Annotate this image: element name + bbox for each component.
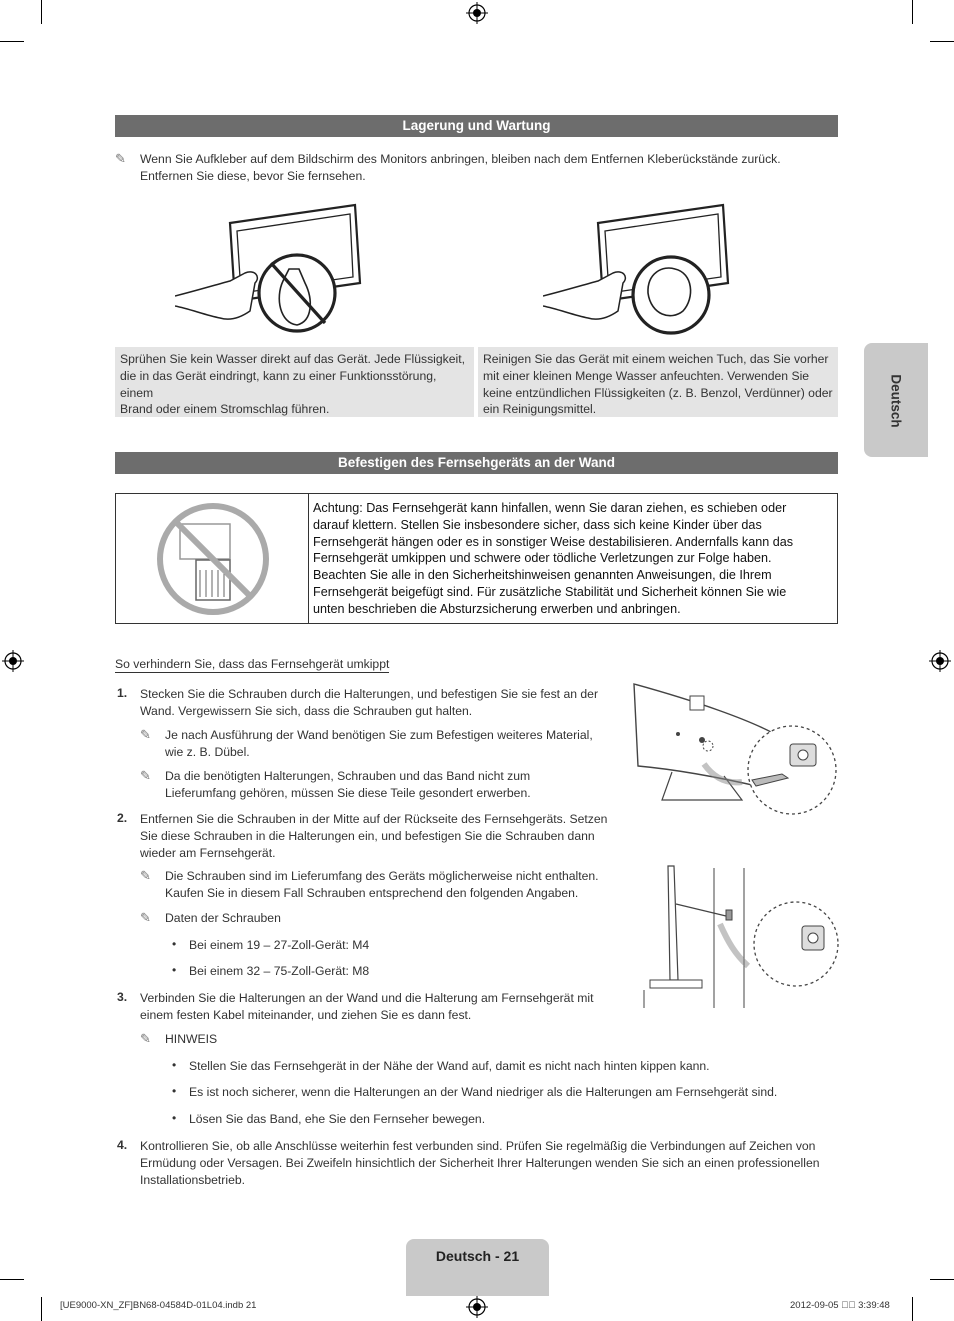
warning-line: unten beschrieben die Absturzsicherung erwerben und anbringen. — [313, 601, 681, 616]
warning-line: Beachten Sie alle in den Sicherheitshinweisen genannten Anweisungen, die Ihrem — [313, 568, 772, 583]
note-pencil-icon: ✎ — [140, 727, 151, 742]
bullet-text: Bei einem 19 – 27-Zoll-Gerät: M4 — [189, 938, 370, 952]
box-line: Brand oder einem Stromschlag führen. — [120, 402, 330, 417]
warning-box-spray — [115, 347, 474, 417]
page-number: Deutsch - 21 — [435, 1248, 520, 1264]
box-line: Sprühen Sie kein Wasser direkt auf das Gerät. Jede Flüssigkeit, — [120, 352, 466, 366]
no-climb-icon — [156, 502, 270, 616]
step-number: 4. — [117, 1138, 128, 1152]
bullet-dot: • — [172, 1084, 177, 1098]
box-line: mit einer kleinen Menge Wasser anfeuchten. Verwenden Sie — [483, 368, 810, 383]
note-pencil-icon: ✎ — [140, 910, 151, 925]
note-line: Je nach Ausführung der Wand benötigen Sie zum Befestigen weiteres Material, — [165, 728, 593, 742]
warning-line: Fernsehgerät umkippen und schwere oder tödliche Verletzungen zur Folge haben. — [313, 551, 772, 566]
bullet-dot: • — [172, 1111, 177, 1125]
section-heading-storage: Lagerung und Wartung — [115, 115, 838, 137]
print-info-left: [UE9000-XN_ZF]BN68-04584D-01L04.indb 21 — [60, 1300, 257, 1311]
step-line: Kontrollieren Sie, ob alle Anschlüsse weiterhin fest verbunden sind. Prüfen Sie regelmäßig die Verbindungen auf Zeichen von — [140, 1139, 816, 1153]
step-number: 1. — [117, 686, 128, 700]
note-line: Die Schrauben sind im Lieferumfang des Geräts möglicherweise nicht enthalten. — [165, 869, 599, 883]
step-line: einem festen Kabel miteinander, und ziehen Sie es dann fest. — [140, 1007, 472, 1022]
warning-line: Achtung: Das Fernsehgerät kann hinfallen, wenn Sie daran ziehen, es schieben oder — [313, 501, 787, 515]
warning-line: Fernsehgerät hängen oder es in sonstiger Weise destabilisieren. Andernfalls kann das — [313, 534, 794, 549]
bullet-text: Es ist noch sicherer, wenn die Halterungen an der Wand niedriger als die Halterungen am Fernsehgerät sind. — [189, 1085, 778, 1099]
step-line: wieder am Fernsehgerät. — [140, 845, 276, 860]
bullet-dot: • — [172, 963, 177, 977]
info-box-cloth — [478, 347, 838, 417]
registration-mark-icon — [466, 2, 488, 24]
bullet-text: Stellen Sie das Fernsehgerät in der Nähe der Wand auf, damit es nicht nach hinten kippen kann. — [189, 1059, 710, 1073]
box-line: Reinigen Sie das Gerät mit einem weichen Tuch, das Sie vorher — [483, 352, 829, 366]
box-line: keine entzündlichen Flüssigkeiten (z. B. Benzol, Verdünner) oder — [483, 385, 833, 400]
subheading: So verhindern Sie, dass das Fernsehgerät umkippt — [115, 657, 390, 671]
bullet-text: Bei einem 32 – 75-Zoll-Gerät: M8 — [189, 964, 370, 978]
bullet-dot: • — [172, 1058, 177, 1072]
registration-mark-icon — [466, 1296, 488, 1318]
note-pencil-icon: ✎ — [140, 1031, 151, 1046]
print-info-right: 2012-09-05 ￿￿ 3:39:48 — [790, 1300, 890, 1311]
page-number-box — [406, 1239, 549, 1296]
box-line: ein Reinigungsmittel. — [483, 402, 597, 417]
note-line: Da die benötigten Halterungen, Schrauben und das Band nicht zum — [165, 769, 531, 783]
step-line: Ermüdung oder Versagen. Bei Zweifeln hinsichtlich der Sicherheit Ihrer Halterungen wenden Sie sich an einen professionellen — [140, 1155, 820, 1170]
step-line: Installationsbetrieb. — [140, 1172, 246, 1187]
hint-label: HINWEIS — [165, 1032, 218, 1046]
warning-table — [115, 493, 838, 624]
step-number: 2. — [117, 811, 128, 825]
registration-mark-icon — [929, 650, 951, 672]
note-line: Entfernen Sie diese, bevor Sie fernsehen. — [140, 169, 366, 183]
bullet-dot: • — [172, 937, 177, 951]
language-side-tab — [864, 343, 928, 457]
warning-line: Fernsehgerät beigefügt sind. Für zusätzliche Stabilität und Sicherheit können Sie wie — [313, 584, 787, 599]
cloth-cleaning-illustration — [543, 203, 733, 338]
note-pencil-icon: ✎ — [140, 768, 151, 783]
warning-line: darauf klettern. Stellen Sie insbesondere sicher, dass sich keine Kinder über das — [313, 517, 762, 532]
step-number: 3. — [117, 990, 128, 1004]
side-tab-label: Deutsch — [888, 374, 904, 428]
step-line: Entfernen Sie die Schrauben in der Mitte auf der Rückseite des Fernsehgeräts. Setzen — [140, 812, 608, 826]
step-line: Wand. Vergewissern Sie sich, dass die Schrauben gut halten. — [140, 703, 473, 718]
note-pencil-icon: ✎ — [140, 868, 151, 883]
tv-wall-side-illustration — [640, 862, 840, 1012]
section-heading-wall-mount: Befestigen des Fernsehgeräts an der Wand — [115, 452, 838, 474]
note-pencil-icon: ✎ — [115, 151, 126, 166]
note-line: wie z. B. Dübel. — [165, 744, 250, 759]
tv-back-bracket-illustration — [632, 680, 842, 820]
note-line: Wenn Sie Aufkleber auf dem Bildschirm des Monitors anbringen, bleiben nach dem Entfernen Kleberückstände zurück. — [140, 152, 781, 166]
box-line: die in das Gerät eindringt, kann zu einer Funktionsstörung, einem — [120, 368, 437, 400]
step-line: Stecken Sie die Schrauben durch die Halterungen, und befestigen Sie sie fest an der — [140, 687, 599, 701]
bullet-text: Lösen Sie das Band, ehe Sie den Fernseher bewegen. — [189, 1112, 486, 1126]
note-line: Kaufen Sie in diesem Fall Schrauben entsprechend den folgenden Angaben. — [165, 885, 579, 900]
step-line: Verbinden Sie die Halterungen an der Wand und die Halterung am Fernsehgerät mit — [140, 991, 594, 1005]
no-spray-illustration — [175, 203, 365, 338]
note-line: Lieferumfang gehören, müssen Sie diese Teile gesondert erwerben. — [165, 785, 531, 800]
registration-mark-icon — [2, 650, 24, 672]
note-line: Daten der Schrauben — [165, 911, 281, 925]
step-line: Sie diese Schrauben in die Halterungen ein, und befestigen Sie die Schrauben dann — [140, 828, 595, 843]
